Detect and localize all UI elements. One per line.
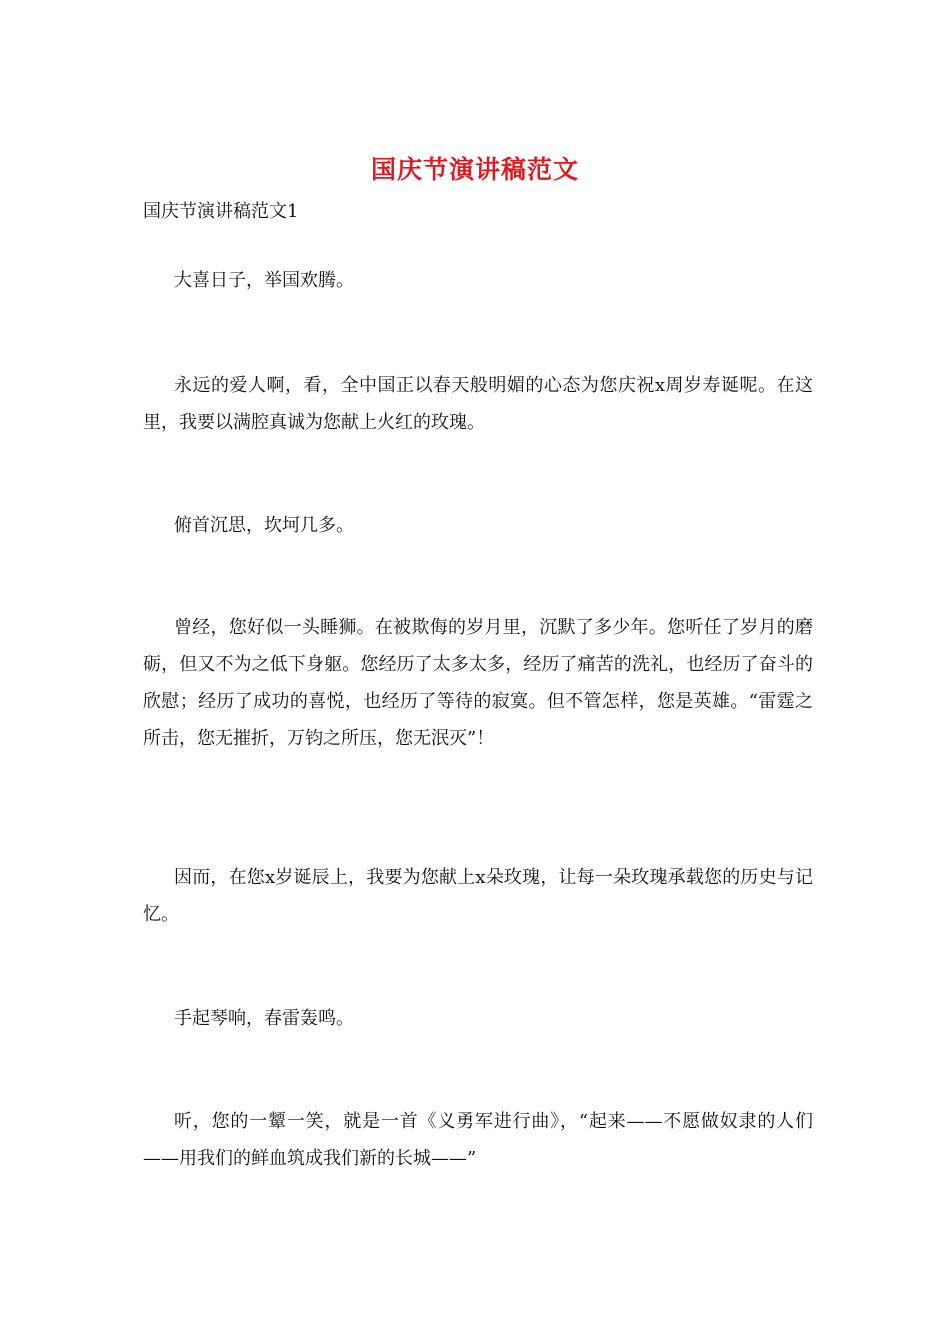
paragraph-1: 大喜日子，举国欢腾。 [174,270,354,291]
paragraph-7: 听，您的一颦一笑，就是一首《义勇军进行曲》，“起来——不愿做奴隶的人们——用我们的鲜血筑成我们新的长城——” [143,1111,813,1169]
paragraph-3: 俯首沉思，坎坷几多。 [174,515,354,536]
document-subtitle: 国庆节演讲稿范文1 [143,201,299,222]
paragraph-4: 曾经，您好似一头睡狮。在被欺侮的岁月里，沉默了多少年。您听任了岁月的磨砺，但又不为之低下身躯。您经历了太多太多，经历了痛苦的洗礼，也经历了奋斗的欣慰；经历了成功的喜悦，也经历了等待的寂寞。但不管怎样，您是英雄。“雷霆之所击，您无摧折，万钧之所压，您无泯灭”！ [143,617,813,749]
document-title: 国庆节演讲稿范文 [370,155,579,184]
paragraph-6: 手起琴响，春雷轰鸣。 [174,1008,354,1029]
paragraph-5: 因而，在您x岁诞辰上，我要为您献上x朵玫瑰，让每一朵玫瑰承载您的历史与记忆。 [143,867,813,925]
paragraph-2: 永远的爱人啊，看，全中国正以春天般明媚的心态为您庆祝x周岁寿诞呢。在这里，我要以满腔真诚为您献上火红的玫瑰。 [143,375,813,433]
